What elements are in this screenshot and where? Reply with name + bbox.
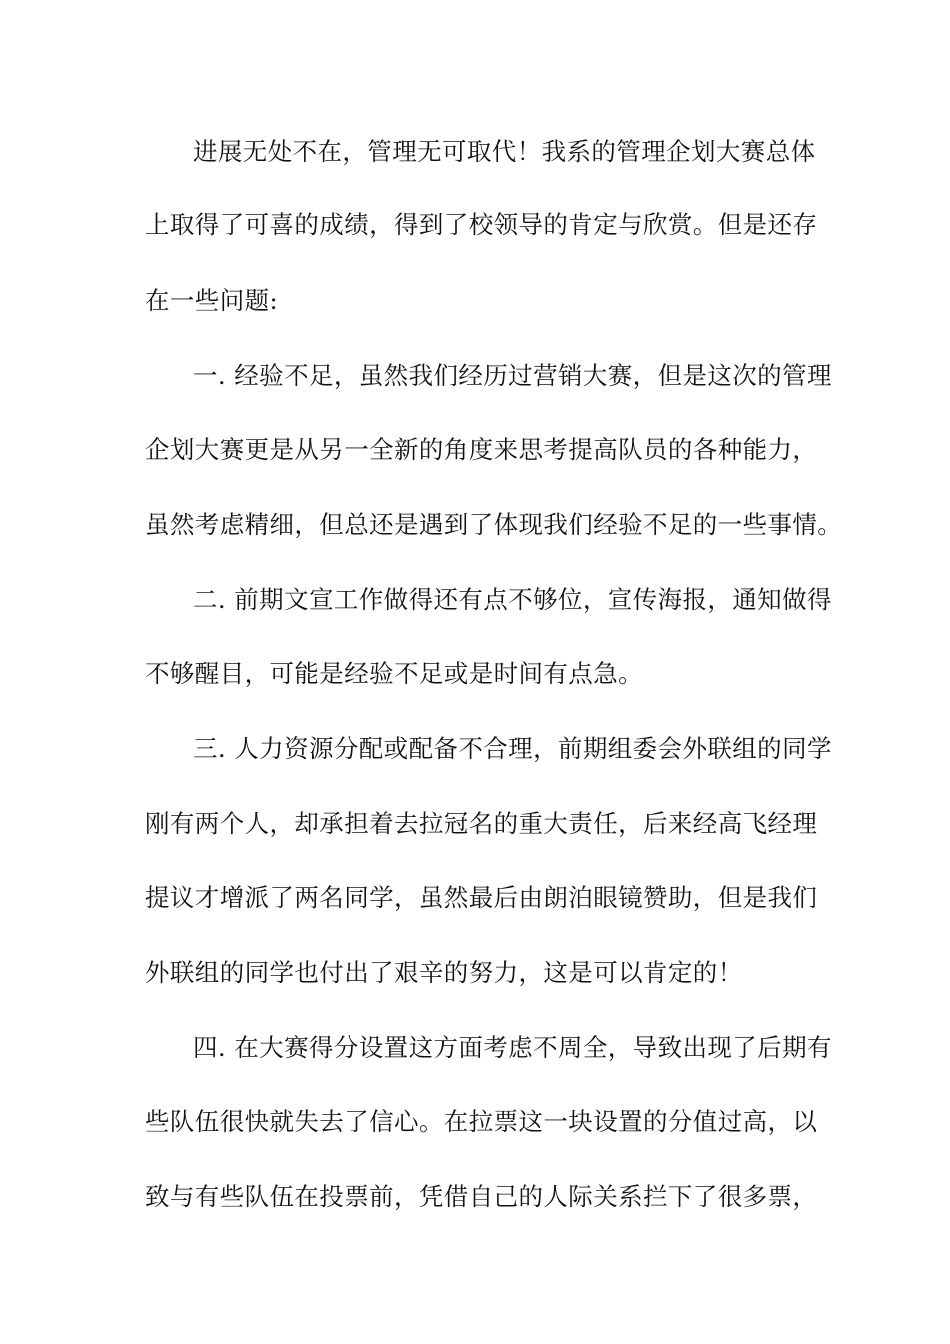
paragraph-one-line-1: 一. 经验不足，虽然我们经历过营销大赛，但是这次的管理 <box>193 361 832 390</box>
paragraph-four-line-1: 四. 在大赛得分设置这方面考虑不周全，导致出现了后期有 <box>193 1033 832 1062</box>
paragraph-intro-line-1: 进展无处不在，管理无可取代！我系的管理企划大赛总体 <box>193 137 816 166</box>
paragraph-three-line-2: 刚有两个人，却承担着去拉冠名的重大责任，后来经高飞经理 <box>145 809 818 838</box>
paragraph-four-line-2: 些队伍很快就失去了信心。在拉票这一块设置的分值过高，以 <box>145 1107 818 1136</box>
paragraph-three-line-4: 外联组的同学也付出了艰辛的努力，这是可以肯定的！ <box>145 958 743 987</box>
paragraph-two-line-1: 二. 前期文宣工作做得还有点不够位，宣传海报，通知做得 <box>193 585 832 614</box>
paragraph-intro-line-2: 上取得了可喜的成绩，得到了校领导的肯定与欣赏。但是还存 <box>145 210 818 239</box>
paragraph-one-line-2: 企划大赛更是从另一全新的角度来思考提高队员的各种能力， <box>145 435 818 464</box>
paragraph-intro-line-3: 在一些问题: <box>145 286 279 315</box>
paragraph-three-line-3: 提议才增派了两名同学，虽然最后由朗泊眼镜赞助，但是我们 <box>145 883 818 912</box>
paragraph-one-line-3: 虽然考虑精细，但总还是遇到了体现我们经验不足的一些事情。 <box>145 510 843 539</box>
paragraph-four-line-3: 致与有些队伍在投票前，凭借自己的人际关系拦下了很多票， <box>145 1182 818 1211</box>
paragraph-three-line-1: 三. 人力资源分配或配备不合理，前期组委会外联组的同学 <box>193 734 832 763</box>
paragraph-two-line-2: 不够醒目，可能是经验不足或是时间有点急。 <box>145 659 643 688</box>
